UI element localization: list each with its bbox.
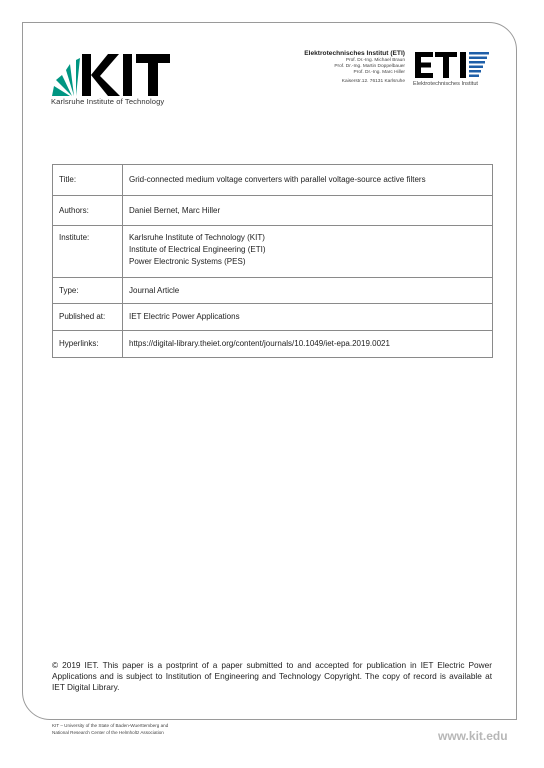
published-value: IET Electric Power Applications — [123, 304, 493, 331]
eti-address: Kaiserstr.12. 76131 Karlsruhe — [341, 79, 405, 84]
authors-value: Daniel Bernet, Marc Hiller — [123, 196, 493, 226]
eti-logo-caption: Elektrotechnisches Institut — [413, 81, 478, 87]
table-row — [53, 226, 493, 278]
title-label: Title: — [53, 165, 123, 196]
copyright-notice: © 2019 IET. This paper is a postprint of a paper submitted to and accepted for publication in IET Electric Power Applications and is subject to Institution of Engineering and Technology Copyright. The copy of record is available at IET Digital Library. — [52, 660, 492, 692]
eti-name: Elektrotechnisches Institut (ETI) — [304, 50, 405, 57]
table-row — [53, 278, 493, 304]
footer-line: KIT – University of the State of Baden-Wuerttemberg and — [52, 723, 169, 728]
hyperlinks-label: Hyperlinks: — [53, 331, 123, 358]
footer-affiliation — [52, 723, 168, 736]
footer-line: National Research Center of the Helmholtz Association — [52, 729, 164, 735]
hyperlink[interactable]: https://digital-library.theiet.org/content/journals/10.1049/iet-epa.2019.0021 — [123, 331, 493, 358]
type-value: Journal Article — [123, 278, 493, 304]
footer-url-link[interactable]: www.kit.edu — [438, 729, 508, 743]
institute-value — [123, 226, 493, 278]
eti-person: Prof. Dr.-Ing. Marc Hiller — [353, 70, 405, 75]
table-row — [53, 196, 493, 226]
institute-line: Institute of Electrical Engineering (ETI) — [129, 245, 266, 254]
published-label: Published at: — [53, 304, 123, 331]
institute-line: Power Electronic Systems (PES) — [129, 257, 246, 266]
publication-info-table — [52, 164, 493, 358]
table-row — [53, 331, 493, 358]
authors-label: Authors: — [53, 196, 123, 226]
eti-person: Prof. Dr.-Ing. Michael Braun — [345, 58, 405, 63]
eti-person: Prof. Dr.-Ing. Martin Doppelbauer — [334, 64, 405, 69]
institute-label: Institute: — [53, 226, 123, 278]
type-label: Type: — [53, 278, 123, 304]
table-row — [53, 304, 493, 331]
title-value: Grid-connected medium voltage converters with parallel voltage-source active filters — [123, 165, 493, 196]
eti-header — [250, 49, 405, 84]
table-row — [53, 165, 493, 196]
kit-logo-caption: Karlsruhe Institute of Technology — [51, 97, 165, 106]
page-frame — [22, 22, 517, 720]
institute-line: Karlsruhe Institute of Technology (KIT) — [129, 233, 265, 242]
